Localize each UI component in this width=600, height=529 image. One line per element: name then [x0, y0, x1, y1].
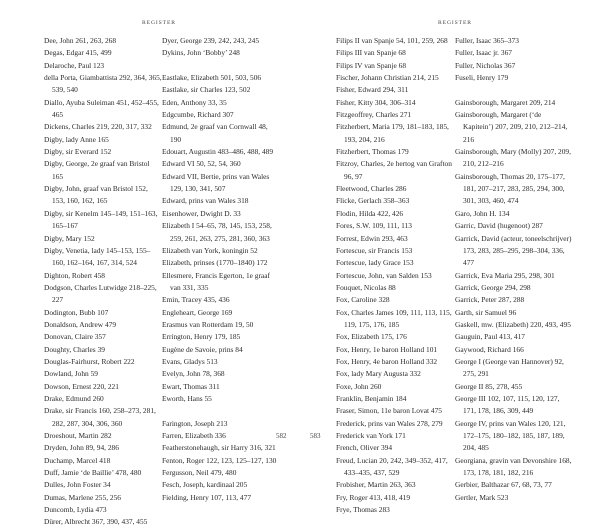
- index-entry: Fischer, Johann Christian 214, 215: [336, 73, 439, 83]
- index-entry: Fox, Elizabeth 175, 176: [336, 332, 407, 342]
- index-entry: Diallo, Ayuba Suleiman 451, 452–455, 465: [44, 97, 159, 120]
- index-entry: Donovan, Claire 357: [44, 332, 106, 342]
- index-entry: George II 85, 278, 455: [455, 381, 523, 391]
- index-entry: Fisher, Edward 294, 311: [336, 85, 409, 95]
- index-entry: Gainsborough, Mary (Molly) 207, 209, 210, 212–216: [455, 147, 571, 169]
- index-entry: Digby, John, graaf van Bristol 152, 153, 160, 162, 165: [44, 184, 148, 206]
- index-entry: Fouquet, Nicolas 88: [336, 282, 396, 292]
- index-entry: Garth, sir Samuel 96: [455, 307, 517, 317]
- running-head: REGISTER: [438, 20, 472, 26]
- index-entry: Elizabeth, prinses (1770–1840) 172: [162, 258, 268, 268]
- index-entry: Fitzherbert, Maria 179, 181–183, 185, 193, 204, 216: [336, 122, 449, 144]
- index-entry: Dürer, Albrecht 367, 390, 437, 455: [44, 517, 148, 527]
- index-entry: Fox, Charles James 109, 111, 113, 115, 119, 175, 176, 185: [336, 307, 452, 329]
- index-entry: Engleheart, George 169: [162, 307, 233, 317]
- index-entry: Evans, Gladys 513: [162, 356, 218, 366]
- index-entry: Drake, Edmund 260: [44, 393, 104, 403]
- index-entry: Gauguin, Paul 413, 417: [455, 332, 526, 342]
- index-entry: Filips II van Spanje 54, 101, 259, 268: [336, 36, 448, 45]
- index-entry: Fry, Roger 413, 418, 419: [336, 492, 411, 502]
- index-entry: Digby, George, 2e graaf van Bristol 165: [44, 159, 150, 181]
- index-entry: Fraser, Simon, 11e baron Lovat 475: [336, 406, 442, 416]
- index-entry: Fox, lady Mary Augusta 332: [336, 369, 421, 379]
- index-entry: Dulles, John Foster 34: [44, 480, 111, 490]
- index-entry: Fuller, Isaac jr. 367: [455, 48, 512, 58]
- index-entry: Eisenhower, Dwight D. 33: [162, 208, 241, 218]
- index-entry: Doughty, Charles 39: [44, 344, 105, 354]
- index-entry: Ewart, Thomas 311: [162, 381, 220, 391]
- index-entry: della Porta, Giambattista 292, 364, 365, 539, 540: [44, 73, 162, 95]
- index-entry: George IV, prins van Wales 120, 121, 172–175, 180–182, 185, 187, 189, 204, 485: [455, 418, 566, 453]
- index-entry: Degas, Edgar 415, 499: [44, 48, 112, 58]
- index-entry: Edgcumbe, Richard 307: [162, 110, 234, 120]
- index-entry: Dyer, George 239, 242, 243, 245: [162, 36, 260, 45]
- index-entry: Digby, sir Everard 152: [44, 147, 112, 157]
- index-entry: Fuller, Isaac 365–373: [455, 36, 519, 45]
- index-entry: Freud, Lucian 20, 242, 349–352, 417, 433–435, 437, 529: [336, 455, 448, 478]
- index-entry: George I (George van Hannover) 92, 275, 291: [455, 356, 564, 379]
- index-entry: Fitzroy, Charles, 2e hertog van Grafton 96, 97: [336, 159, 452, 181]
- index-entry: Fortescue, John, van Salden 153: [336, 270, 432, 280]
- index-entry: Digby, Mary 152: [44, 233, 95, 243]
- index-entry: Edward, prins van Wales 318: [162, 196, 249, 206]
- index-entry: Fox, Caroline 328: [336, 295, 390, 305]
- index-entry: Farington, Joseph 213: [162, 418, 228, 428]
- index-column: [162, 35, 280, 504]
- index-entry: Delaroche, Paul 123: [44, 60, 105, 70]
- index-entry: Elizabeth van York, koningin 52: [162, 245, 258, 255]
- index-entry: Dee, John 261, 263, 268: [44, 36, 117, 45]
- index-entry: Dickens, Charles 219, 220, 317, 332: [44, 122, 152, 132]
- index-entry: Dykins, John ‘Bobby’ 248: [162, 48, 240, 58]
- index-entry: Garrick, George 294, 298: [455, 282, 531, 292]
- index-entry: Garrick, David (acteur, toneelschrijver) 173, 283, 285–295, 298–304, 336, 477: [455, 233, 572, 268]
- index-entry: Digby, lady Anne 165: [44, 134, 109, 144]
- index-entry: Dowland, John 59: [44, 369, 98, 379]
- index-entry: Eugène de Savoie, prins 84: [162, 344, 243, 354]
- index-entry: Douglas-Fairhurst, Robert 222: [44, 356, 135, 366]
- index-entry: Fleetwood, Charles 286: [336, 184, 407, 194]
- index-entry: Duchamp, Marcel 418: [44, 455, 111, 465]
- index-entry: Dighton, Robert 458: [44, 270, 105, 280]
- index-entry: Filips IV van Spanje 68: [336, 60, 407, 70]
- index-entry: Dodington, Bubb 107: [44, 307, 109, 317]
- index-entry: Flicke, Gerlach 358–363: [336, 196, 410, 206]
- index-entry: Dodgson, Charles Lutwidge 218–225, 227: [44, 282, 157, 305]
- index-entry: Foxe, John 260: [336, 381, 382, 391]
- index-entry: Fox, Henry, 1e baron Holland 101: [336, 344, 438, 354]
- index-entry: Digby, sir Kenelm 145–149, 151–163, 165–167: [44, 208, 158, 231]
- index-entry: Fuller, Nicholas 367: [455, 60, 516, 70]
- index-entry: Gaywood, Richard 166: [455, 344, 524, 354]
- index-entry: Frobisher, Martin 263, 363: [336, 480, 416, 490]
- index-entry: Gainsborough, Thomas 20, 175–177, 181, 207–217, 283, 285, 294, 300, 301, 303, 460, 474: [455, 171, 565, 206]
- index-entry: Flodin, Hilda 422, 426: [336, 208, 404, 218]
- index-column: [455, 35, 573, 504]
- index-entry: Fox, Henry, 4e baron Holland 332: [336, 356, 438, 366]
- index-entry: Georgiana, gravin van Devonshire 168, 173, 178, 181, 182, 216: [455, 455, 572, 478]
- index-entry: Edouart, Augustin 483–486, 488, 489: [162, 147, 274, 157]
- index-column: [336, 35, 454, 516]
- index-entry: Duff, Jamie ‘de Baillie’ 478, 480: [44, 468, 142, 478]
- index-entry: Erasmus van Rotterdam 19, 50: [162, 319, 254, 329]
- index-entry: Dryden, John 89, 94, 286: [44, 443, 119, 453]
- index-entry: Eastlake, Elizabeth 501, 503, 506: [162, 73, 262, 83]
- index-entry: Droeshout, Martin 282: [44, 431, 112, 440]
- index-entry: Featherstonehaugh, sir Harry 316, 321: [162, 443, 276, 453]
- left-page: [0, 0, 300, 527]
- index-entry: Fenton, Roger 122, 123, 125–127, 130: [162, 455, 277, 465]
- index-entry: Emin, Tracey 435, 436: [162, 295, 230, 305]
- page-number: 583: [310, 432, 321, 440]
- index-entry: Dumas, Marlene 255, 256: [44, 492, 121, 502]
- index-entry: Franklin, Benjamin 184: [336, 393, 407, 403]
- index-column: [44, 35, 162, 529]
- index-entry: Filips III van Spanje 68: [336, 48, 406, 58]
- index-entry: Fitzgeoffrey, Charles 271: [336, 110, 412, 120]
- index-entry: Gertler, Mark 523: [455, 492, 509, 502]
- index-entry: Garric, David (hugenoot) 287: [455, 221, 543, 231]
- index-entry: Dowson, Ernest 220, 221: [44, 381, 119, 391]
- index-entry: Eastlake, sir Charles 123, 502: [162, 85, 251, 95]
- running-head: REGISTER: [142, 20, 176, 26]
- index-entry: Edmund, 2e graaf van Cornwall 48, 190: [162, 122, 268, 144]
- index-entry: Duncomb, Lydia 473: [44, 505, 107, 515]
- index-entry: Garrick, Peter 287, 288: [455, 295, 525, 305]
- right-page: [300, 0, 600, 515]
- index-entry: Fores, S.W. 109, 111, 113: [336, 221, 412, 231]
- index-entry: George III 102, 107, 115, 120, 127, 171, 178, 186, 309, 449: [455, 393, 560, 416]
- index-entry: Fortescue, lady Grace 153: [336, 258, 414, 268]
- index-entry: Fortescue, sir Francis 153: [336, 245, 413, 255]
- index-entry: Fergusson, Neil 479, 480: [162, 468, 237, 478]
- index-entry: Edward VII, Bertie, prins van Wales 129, 130, 341, 507: [162, 171, 270, 194]
- index-entry: Drake, sir Francis 160, 258–273, 281, 282, 287, 304, 306, 360: [44, 406, 156, 428]
- index-entry: French, Oliver 394: [336, 443, 393, 453]
- index-entry: Digby, Venetia, lady 145–153, 155–160, 162–164, 167, 314, 524: [44, 245, 151, 268]
- index-entry: Fesch, Joseph, kardinaal 205: [162, 480, 248, 490]
- index-entry: Frye, Thomas 283: [336, 505, 390, 515]
- index-entry: Errington, Henry 179, 185: [162, 332, 241, 342]
- index-entry: Fuseli, Henry 179: [455, 73, 509, 83]
- index-entry: Gainsborough, Margaret (‘de Kapitein’) 207, 209, 210, 212–214, 216: [455, 110, 568, 144]
- page-number: 582: [276, 432, 287, 440]
- index-entry: Gaskell, mw. (Elizabeth) 220, 493, 495: [455, 319, 571, 329]
- index-entry: Elizabeth I 54–65, 78, 145, 153, 258, 259, 261, 263, 275, 281, 360, 363: [162, 221, 272, 243]
- index-entry: Eworth, Hans 55: [162, 393, 212, 403]
- index-entry: Gainsborough, Margaret 209, 214: [455, 97, 556, 107]
- index-entry: Frederick van York 171: [336, 431, 406, 440]
- index-entry: Farren, Elizabeth 336: [162, 431, 226, 440]
- index-entry: Donaldson, Andrew 479: [44, 319, 117, 329]
- index-entry: Evelyn, John 78, 368: [162, 369, 225, 379]
- index-entry: Frederick, prins van Wales 278, 279: [336, 418, 443, 428]
- index-entry: Garo, John H. 134: [455, 208, 510, 218]
- index-entry: Eden, Anthony 33, 35: [162, 97, 227, 107]
- index-entry: Ellesmere, Francis Egerton, 1e graaf van 331, 335: [162, 270, 270, 292]
- index-entry: Fisher, Kitty 304, 306–314: [336, 97, 416, 107]
- index-entry: Garrick, Eva Maria 295, 298, 301: [455, 270, 555, 280]
- index-entry: Gerbier, Balthazar 67, 68, 73, 77: [455, 480, 552, 490]
- index-entry: Forrest, Edwin 293, 463: [336, 233, 408, 243]
- index-entry: Fitzherbert, Thomas 179: [336, 147, 409, 157]
- index-entry: Fielding, Henry 107, 113, 477: [162, 492, 252, 502]
- index-entry: Edward VI 50, 52, 54, 360: [162, 159, 241, 169]
